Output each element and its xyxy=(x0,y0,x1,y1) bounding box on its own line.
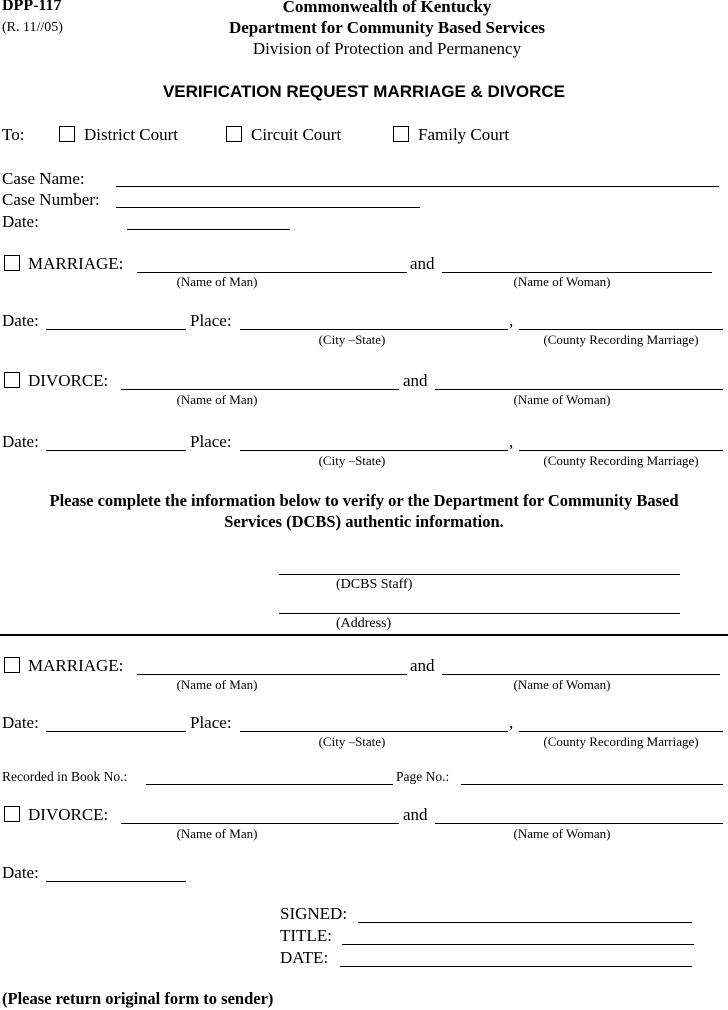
request-divorce-man-caption: (Name of Man) xyxy=(176,392,258,407)
response-marriage-city-field[interactable] xyxy=(240,731,508,732)
response-marriage-checkbox[interactable] xyxy=(4,657,20,673)
recorded-book-label: Recorded in Book No.: xyxy=(2,769,128,784)
request-divorce-county-field[interactable] xyxy=(519,450,723,451)
request-divorce-label: DIVORCE: xyxy=(28,371,109,390)
section-divider xyxy=(0,634,728,636)
request-marriage-checkbox[interactable] xyxy=(4,255,20,271)
request-marriage-man-caption: (Name of Man) xyxy=(176,274,258,289)
dcbs-staff-field[interactable] xyxy=(279,574,680,575)
response-marriage-city-caption: (City –State) xyxy=(318,734,386,749)
dcbs-address-caption: (Address) xyxy=(336,616,392,631)
request-marriage-man-field[interactable] xyxy=(137,272,407,273)
recorded-book-field[interactable] xyxy=(146,784,393,785)
agency-line-1: Commonwealth of Kentucky xyxy=(282,0,492,16)
district-court-checkbox[interactable] xyxy=(59,126,75,142)
case-date-label: Date: xyxy=(2,212,39,231)
form-title: VERIFICATION REQUEST MARRIAGE & DIVORCE xyxy=(162,82,566,101)
request-divorce-city-caption: (City –State) xyxy=(318,453,386,468)
response-marriage-date-field[interactable] xyxy=(46,731,186,732)
case-name-label: Case Name: xyxy=(2,169,85,188)
agency-line-2: Department for Community Based Services xyxy=(228,18,546,37)
request-divorce-place-label: Place: xyxy=(190,432,232,451)
request-marriage-date-label: Date: xyxy=(2,311,39,330)
title-label: TITLE: xyxy=(280,926,332,945)
response-marriage-man-caption: (Name of Man) xyxy=(176,677,258,692)
request-divorce-woman-caption: (Name of Woman) xyxy=(513,392,611,407)
footer-note: (Please return original form to sender) xyxy=(2,989,274,1008)
request-marriage-comma: , xyxy=(509,311,514,330)
response-divorce-man-caption: (Name of Man) xyxy=(176,826,258,841)
instructions-line-1: Please complete the information below to verify or the Department for Community Based xyxy=(49,491,679,510)
response-marriage-comma: , xyxy=(509,713,514,732)
response-divorce-label: DIVORCE: xyxy=(28,805,109,824)
request-divorce-checkbox[interactable] xyxy=(4,372,20,388)
district-court-label: District Court xyxy=(84,125,178,144)
form-id: DPP-117 xyxy=(2,0,62,14)
request-marriage-city-caption: (City –State) xyxy=(318,332,386,347)
response-divorce-woman-caption: (Name of Woman) xyxy=(513,826,611,841)
request-divorce-date-field[interactable] xyxy=(46,450,186,451)
circuit-court-label: Circuit Court xyxy=(251,125,342,144)
response-divorce-man-field[interactable] xyxy=(121,823,399,824)
response-marriage-county-caption: (County Recording Marriage) xyxy=(543,734,699,749)
page-no-label: Page No.: xyxy=(396,769,450,784)
request-marriage-label: MARRIAGE: xyxy=(28,254,124,273)
title-field[interactable] xyxy=(342,944,694,945)
case-number-field[interactable] xyxy=(116,207,420,208)
request-marriage-place-label: Place: xyxy=(190,311,232,330)
request-divorce-city-field[interactable] xyxy=(240,450,508,451)
signed-field[interactable] xyxy=(358,922,692,923)
response-divorce-checkbox[interactable] xyxy=(4,806,20,822)
to-label: To: xyxy=(2,125,25,144)
circuit-court-checkbox[interactable] xyxy=(226,126,242,142)
case-number-label: Case Number: xyxy=(2,190,100,209)
request-marriage-woman-field[interactable] xyxy=(442,272,712,273)
response-divorce-and: and xyxy=(403,805,428,824)
dcbs-staff-caption: (DCBS Staff) xyxy=(336,577,413,592)
revision-date: (R. 11//05) xyxy=(2,20,63,35)
signature-date-label: DATE: xyxy=(280,948,329,967)
response-marriage-county-field[interactable] xyxy=(519,731,723,732)
request-marriage-woman-caption: (Name of Woman) xyxy=(513,274,611,289)
response-marriage-woman-caption: (Name of Woman) xyxy=(513,677,611,692)
signed-label: SIGNED: xyxy=(280,904,348,923)
response-marriage-date-label: Date: xyxy=(2,713,39,732)
page-no-field[interactable] xyxy=(461,784,723,785)
request-divorce-comma: , xyxy=(509,432,514,451)
dcbs-address-field[interactable] xyxy=(279,613,680,614)
request-divorce-man-field[interactable] xyxy=(121,389,399,390)
request-marriage-and: and xyxy=(410,254,435,273)
request-divorce-woman-field[interactable] xyxy=(435,389,723,390)
family-court-label: Family Court xyxy=(418,125,510,144)
agency-line-3: Division of Protection and Permanency xyxy=(252,39,522,58)
response-marriage-woman-field[interactable] xyxy=(442,674,720,675)
response-divorce-woman-field[interactable] xyxy=(435,823,723,824)
instructions-line-2: Services (DCBS) authentic information. xyxy=(224,512,504,531)
case-name-field[interactable] xyxy=(116,186,719,187)
response-marriage-man-field[interactable] xyxy=(137,674,407,675)
response-marriage-and: and xyxy=(410,656,435,675)
request-marriage-date-field[interactable] xyxy=(46,329,186,330)
request-divorce-and: and xyxy=(403,371,428,390)
response-marriage-label: MARRIAGE: xyxy=(28,656,124,675)
request-marriage-county-field[interactable] xyxy=(519,329,723,330)
case-date-field[interactable] xyxy=(127,229,290,230)
request-divorce-date-label: Date: xyxy=(2,432,39,451)
signature-date-field[interactable] xyxy=(340,966,692,967)
request-divorce-county-caption: (County Recording Marriage) xyxy=(543,453,699,468)
request-marriage-city-field[interactable] xyxy=(240,329,508,330)
request-marriage-county-caption: (County Recording Marriage) xyxy=(543,332,699,347)
family-court-checkbox[interactable] xyxy=(393,126,409,142)
response-divorce-date-field[interactable] xyxy=(46,881,186,882)
response-divorce-date-label: Date: xyxy=(2,863,39,882)
response-marriage-place-label: Place: xyxy=(190,713,232,732)
